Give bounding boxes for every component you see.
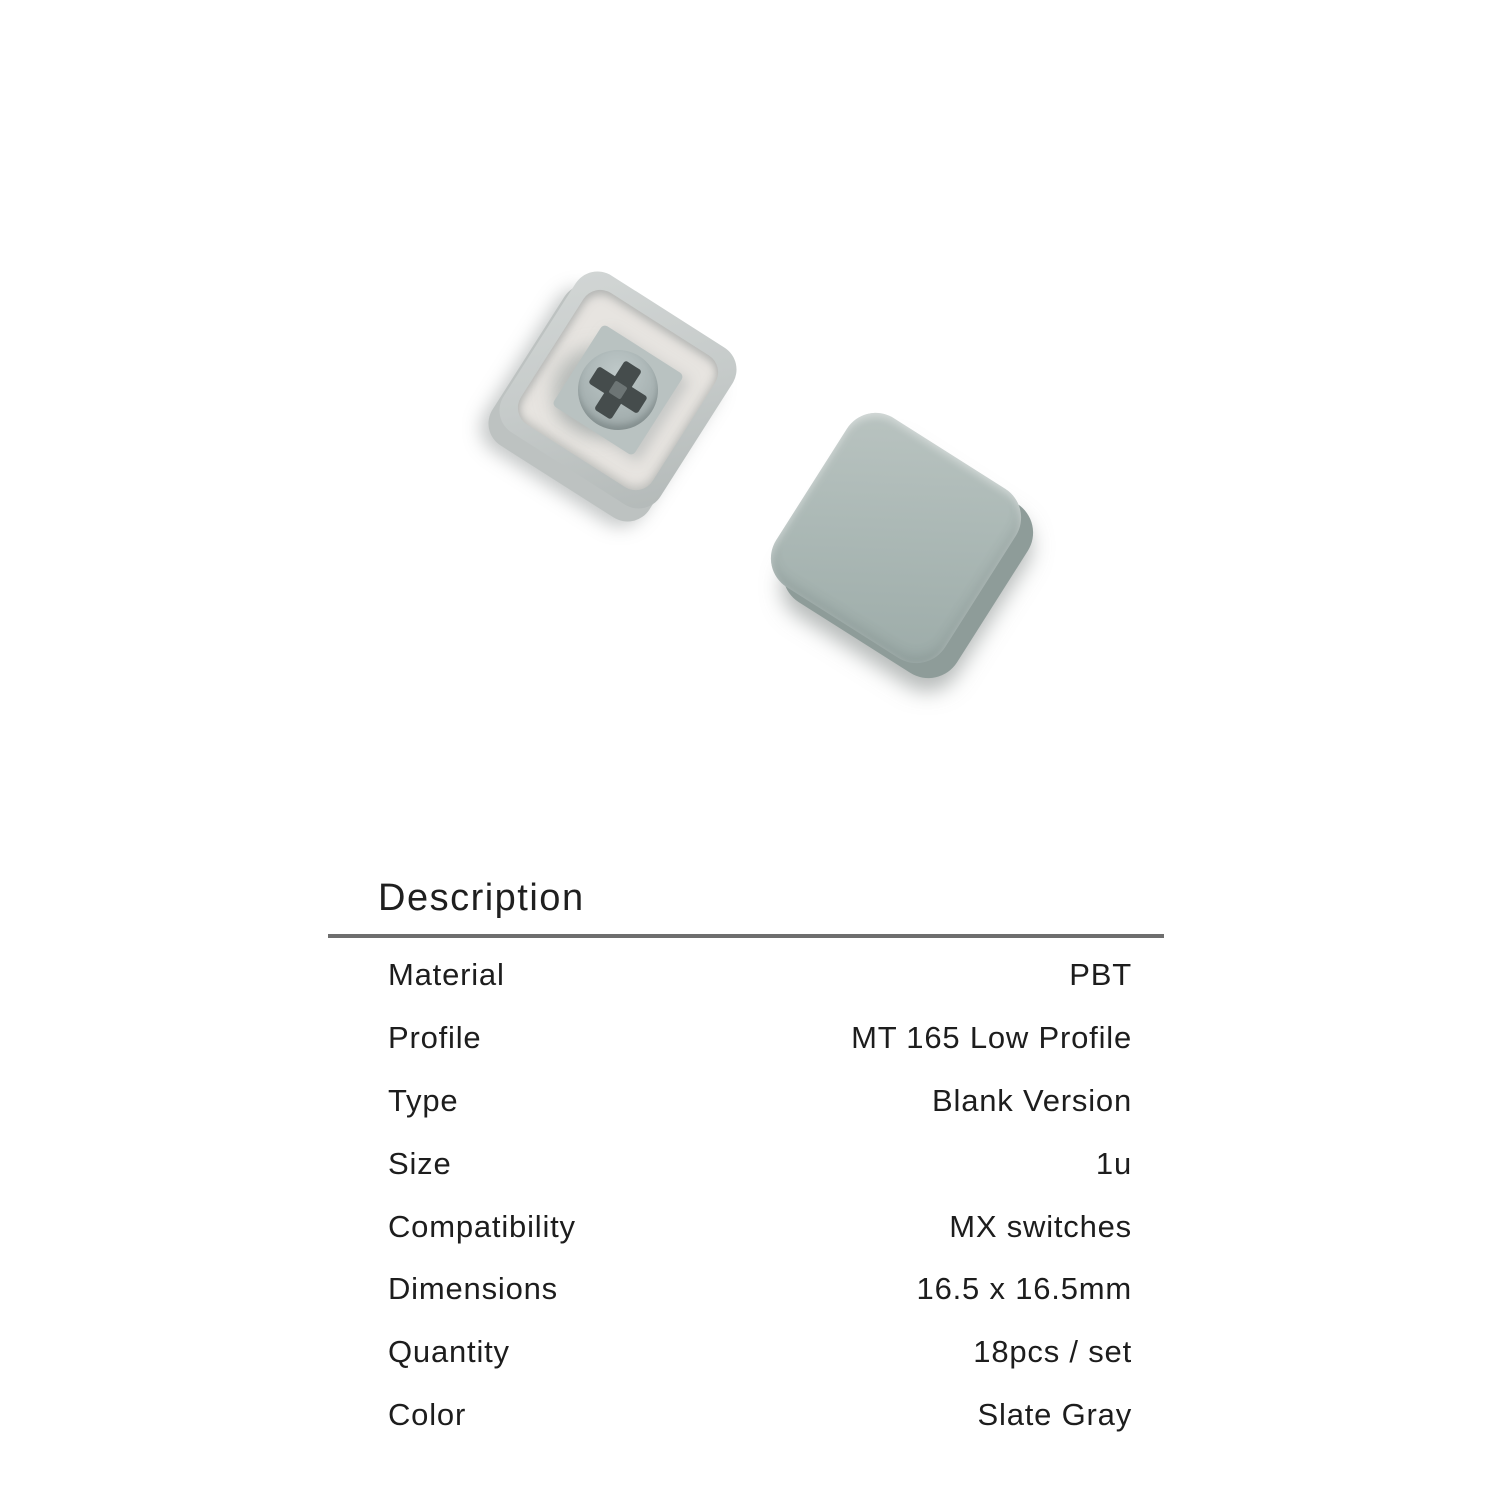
- spec-row-compatibility: [328, 1195, 1164, 1258]
- spec-label: Dimensions: [388, 1271, 558, 1307]
- spec-row-dimensions: [328, 1258, 1164, 1321]
- spec-label: Quantity: [388, 1334, 510, 1370]
- keycap-top-face: [758, 400, 1034, 676]
- spec-value: 16.5 x 16.5mm: [916, 1271, 1132, 1307]
- spec-value: 1u: [1095, 1145, 1132, 1181]
- spec-value: PBT: [1069, 957, 1132, 993]
- spec-value: 18pcs / set: [973, 1334, 1132, 1370]
- spec-value: Slate Gray: [977, 1396, 1132, 1432]
- spec-label: Size: [388, 1145, 452, 1181]
- spec-row-material: [328, 944, 1164, 1007]
- keycap-top: [796, 438, 996, 638]
- description-section: [328, 872, 1164, 1446]
- keycap-underside-body: [490, 262, 747, 519]
- spec-label: Compatibility: [388, 1208, 576, 1244]
- spec-row-type: [328, 1070, 1164, 1133]
- spec-value: Blank Version: [932, 1082, 1132, 1118]
- divider-line: [328, 934, 1164, 938]
- spec-row-quantity: [328, 1321, 1164, 1384]
- spec-label: Type: [388, 1082, 459, 1118]
- spec-label: Color: [388, 1396, 467, 1432]
- spec-row-size: [328, 1132, 1164, 1195]
- spec-value: MT 165 Low Profile: [851, 1020, 1132, 1056]
- spec-label: Material: [388, 957, 505, 993]
- spec-row-profile: [328, 1007, 1164, 1070]
- spec-row-color: [328, 1384, 1164, 1447]
- spec-label: Profile: [388, 1020, 482, 1056]
- spec-table: [328, 944, 1164, 1446]
- description-heading: Description: [378, 877, 585, 919]
- spec-value: MX switches: [949, 1208, 1132, 1244]
- keycap-underside: [525, 297, 711, 483]
